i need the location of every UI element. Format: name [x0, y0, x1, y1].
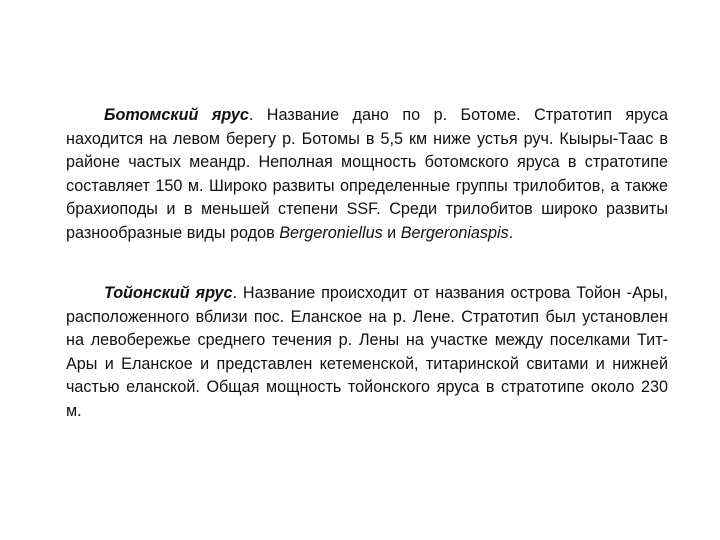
- paragraph-text: и: [382, 223, 401, 242]
- genus-name: Bergeroniaspis: [400, 223, 509, 242]
- paragraph-text: . Название происходит от названия острова Тойон -Ары, расположенного вблизи пос. Еланское на р. Лене. Стратотип был установлен на левобережье среднего течения р. Лены на участке между поселками Тит-Ары и Еланское и представлен кетеменской, титаринской свитами и нижней частью еланской. Общая мощность тойонского яруса в стратотипе около 230 м.: [66, 284, 668, 420]
- paragraph-botomian-stage: [66, 104, 668, 246]
- genus-name: Bergeroniellus: [279, 223, 383, 242]
- paragraph-text: . Название дано по р. Ботоме. Стратотип яруса находится на левом берегу р. Ботомы в 5,5 км ниже устья руч. Кыыры-Таас в районе частых меандр. Неполная мощность ботомского яруса в стратотипе составляет 150 м. Широко развиты определенные группы трилобитов, а также брахиоподы и в меньшей степени SSF. Среди трилобитов широко развиты разнообразные виды родов: [66, 106, 668, 242]
- stage-term: Тойонский ярус: [104, 284, 233, 302]
- stage-term: Ботомский ярус: [104, 106, 249, 124]
- paragraph-toyonian-stage: [66, 282, 668, 424]
- paragraph-text: .: [508, 223, 514, 242]
